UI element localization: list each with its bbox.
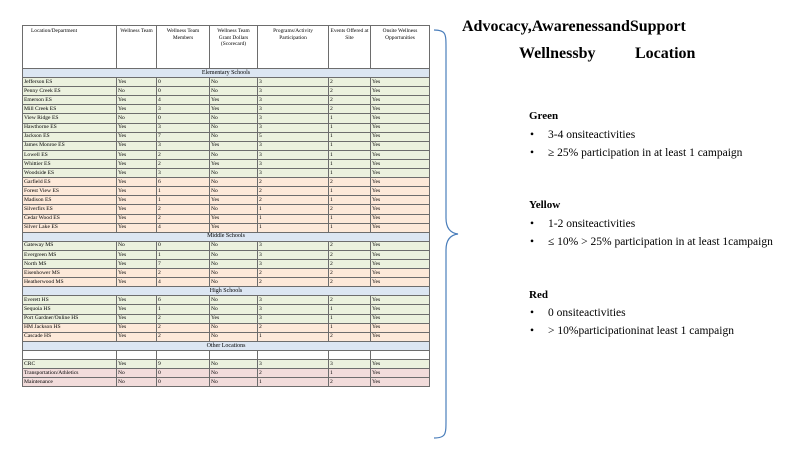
location-cell: Whittier ES xyxy=(23,159,117,168)
table-row xyxy=(23,259,430,268)
table-cell: 0 xyxy=(157,87,210,96)
table-cell: Yes xyxy=(371,269,430,278)
table-cell: 2 xyxy=(258,178,329,187)
table-cell: Yes xyxy=(371,369,430,378)
legend-red-heading: Red xyxy=(529,289,548,301)
table-cell: 1 xyxy=(157,305,210,314)
table-cell: 3 xyxy=(157,169,210,178)
table-cell: Yes xyxy=(117,278,157,287)
table-cell: 2 xyxy=(329,332,371,341)
table-row xyxy=(23,196,430,205)
location-cell: Garfield ES xyxy=(23,178,117,187)
table-cell: 2 xyxy=(329,105,371,114)
section-label: Other Locations xyxy=(23,341,430,350)
table-cell: Yes xyxy=(371,250,430,259)
table-cell: 3 xyxy=(258,250,329,259)
location-cell: HM Jackson HS xyxy=(23,323,117,332)
table-cell: Yes xyxy=(117,169,157,178)
table-row xyxy=(23,78,430,87)
list-item xyxy=(530,126,790,144)
table-cell: No xyxy=(117,378,157,387)
table-cell: No xyxy=(210,169,258,178)
table-cell: 0 xyxy=(157,378,210,387)
table-cell: Yes xyxy=(371,259,430,268)
bullet-icon: • xyxy=(530,325,535,337)
table-row xyxy=(23,132,430,141)
location-cell: Cedar Wood ES xyxy=(23,214,117,223)
table-cell xyxy=(329,350,371,359)
table-cell: 0 xyxy=(157,114,210,123)
table-cell: 1 xyxy=(329,323,371,332)
legend-green-item-1: 3-4 onsiteactivities xyxy=(548,129,636,141)
table-row xyxy=(23,350,430,359)
section-header-row xyxy=(23,69,430,78)
table-cell: Yes xyxy=(210,214,258,223)
table-cell: 1 xyxy=(329,169,371,178)
table-cell: Yes xyxy=(117,78,157,87)
table-cell: No xyxy=(210,78,258,87)
table-cell: 3 xyxy=(258,105,329,114)
table-cell: No xyxy=(210,132,258,141)
table-cell: 1 xyxy=(157,196,210,205)
table-row xyxy=(23,150,430,159)
table-row xyxy=(23,178,430,187)
location-cell: Forest View ES xyxy=(23,187,117,196)
table-cell: 3 xyxy=(258,169,329,178)
table-cell: Yes xyxy=(371,87,430,96)
location-cell: Madison ES xyxy=(23,196,117,205)
table-cell: 2 xyxy=(329,178,371,187)
table-cell: 3 xyxy=(258,159,329,168)
table-cell: 2 xyxy=(329,378,371,387)
table-cell: Yes xyxy=(117,187,157,196)
table-cell: Yes xyxy=(210,223,258,232)
table-cell: Yes xyxy=(371,159,430,168)
table-cell: 1 xyxy=(329,223,371,232)
table-cell: No xyxy=(210,323,258,332)
table-row xyxy=(23,114,430,123)
table-cell: Yes xyxy=(117,296,157,305)
table-cell: 2 xyxy=(329,269,371,278)
table-cell: No xyxy=(210,369,258,378)
location-cell: CRC xyxy=(23,360,117,369)
table-row xyxy=(23,296,430,305)
bullet-icon: • xyxy=(530,218,535,230)
table-cell: Yes xyxy=(117,196,157,205)
location-cell: Hawthorne ES xyxy=(23,123,117,132)
table-cell: 2 xyxy=(329,205,371,214)
table-cell: 1 xyxy=(157,250,210,259)
table-cell: 1 xyxy=(157,187,210,196)
table-cell: 3 xyxy=(258,360,329,369)
table-cell: No xyxy=(210,205,258,214)
table-row xyxy=(23,159,430,168)
table-cell: Yes xyxy=(117,223,157,232)
table-cell: 7 xyxy=(157,259,210,268)
table-cell: 2 xyxy=(258,369,329,378)
table-cell: 3 xyxy=(157,141,210,150)
table-row xyxy=(23,223,430,232)
table-cell: Yes xyxy=(117,178,157,187)
table-cell: 3 xyxy=(258,259,329,268)
slide-title-line1: Advocacy,AwarenessandSupport xyxy=(462,18,686,35)
location-cell: Transportation/Athletics xyxy=(23,369,117,378)
legend-red-item-1: 0 onsiteactivities xyxy=(548,307,626,319)
section-label: Middle Schools xyxy=(23,232,430,241)
table-cell: 1 xyxy=(329,305,371,314)
table-row xyxy=(23,269,430,278)
table-cell: 2 xyxy=(329,78,371,87)
location-cell: Eisenhower MS xyxy=(23,269,117,278)
table-cell: 6 xyxy=(157,296,210,305)
table-row xyxy=(23,241,430,250)
table-cell: Yes xyxy=(117,360,157,369)
table-cell: No xyxy=(210,332,258,341)
table-row xyxy=(23,105,430,114)
table-cell: 3 xyxy=(258,150,329,159)
table-cell: No xyxy=(210,378,258,387)
section-label: High Schools xyxy=(23,287,430,296)
table-cell: 2 xyxy=(157,150,210,159)
table-cell: 1 xyxy=(329,187,371,196)
table-cell: Yes xyxy=(117,96,157,105)
table-cell: Yes xyxy=(371,105,430,114)
table-cell: Yes xyxy=(371,150,430,159)
list-item xyxy=(530,233,790,251)
table-cell: Yes xyxy=(371,178,430,187)
location-cell: Emerson ES xyxy=(23,96,117,105)
table-cell: Yes xyxy=(117,205,157,214)
table-cell: Yes xyxy=(371,241,430,250)
table-row xyxy=(23,87,430,96)
table-cell: No xyxy=(210,178,258,187)
slide-title-line2a: Wellnessby xyxy=(519,45,596,62)
legend-yellow-list xyxy=(530,215,790,251)
table-cell: Yes xyxy=(117,250,157,259)
location-cell: Lowell ES xyxy=(23,150,117,159)
bullet-icon: • xyxy=(530,147,535,159)
table-cell: Yes xyxy=(210,105,258,114)
table-cell: Yes xyxy=(371,205,430,214)
table-cell: 3 xyxy=(258,123,329,132)
table-cell: Yes xyxy=(371,332,430,341)
table-cell: Yes xyxy=(371,132,430,141)
location-cell xyxy=(23,350,117,359)
table-cell: No xyxy=(117,114,157,123)
table-cell: Yes xyxy=(117,159,157,168)
table-row xyxy=(23,187,430,196)
table-cell: No xyxy=(210,87,258,96)
table-cell: Yes xyxy=(117,132,157,141)
table-cell: 3 xyxy=(329,360,371,369)
table-cell: Yes xyxy=(371,169,430,178)
table-cell: No xyxy=(210,187,258,196)
section-header-row xyxy=(23,341,430,350)
table-cell: Yes xyxy=(117,123,157,132)
wellness-table-container xyxy=(22,25,429,387)
table-cell: Yes xyxy=(117,323,157,332)
table-cell: 3 xyxy=(258,96,329,105)
table-cell: 1 xyxy=(329,369,371,378)
table-cell: 2 xyxy=(329,250,371,259)
legend-red-item-2: > 10%participationinat least 1 campaign xyxy=(548,325,734,337)
table-row xyxy=(23,323,430,332)
table-cell: Yes xyxy=(371,141,430,150)
table-cell: 0 xyxy=(157,78,210,87)
table-body xyxy=(23,69,430,387)
table-cell: Yes xyxy=(210,141,258,150)
table-cell: 2 xyxy=(329,278,371,287)
legend-green-item-2: ≥ 25% participation in at least 1 campaign xyxy=(548,147,743,159)
table-cell: 2 xyxy=(258,278,329,287)
table-cell: Yes xyxy=(117,314,157,323)
table-row xyxy=(23,141,430,150)
table-cell: 3 xyxy=(157,123,210,132)
table-cell: Yes xyxy=(371,378,430,387)
table-cell: 1 xyxy=(258,332,329,341)
table-row xyxy=(23,278,430,287)
table-row xyxy=(23,369,430,378)
location-cell: Everett HS xyxy=(23,296,117,305)
table-cell: 5 xyxy=(258,132,329,141)
header-team-members: Wellness Team Members xyxy=(157,26,210,69)
table-cell: No xyxy=(210,269,258,278)
legend-yellow-heading: Yellow xyxy=(529,199,561,211)
table-cell: 2 xyxy=(258,187,329,196)
table-cell: 1 xyxy=(258,378,329,387)
table-cell xyxy=(371,350,430,359)
table-cell: 1 xyxy=(329,196,371,205)
table-cell: No xyxy=(210,278,258,287)
table-cell: No xyxy=(117,87,157,96)
legend-yellow-item-2: ≤ 10% > 25% participation in at least 1campaign xyxy=(548,236,773,248)
location-cell: Cascade HS xyxy=(23,332,117,341)
table-cell: No xyxy=(117,241,157,250)
location-cell: Sequoia HS xyxy=(23,305,117,314)
table-cell: Yes xyxy=(210,196,258,205)
table-cell: 1 xyxy=(329,123,371,132)
table-cell: 2 xyxy=(329,296,371,305)
table-cell: 4 xyxy=(157,223,210,232)
bullet-icon: • xyxy=(530,307,535,319)
table-cell xyxy=(157,350,210,359)
location-cell: Jefferson ES xyxy=(23,78,117,87)
table-cell: Yes xyxy=(371,223,430,232)
table-cell: Yes xyxy=(371,278,430,287)
table-cell: Yes xyxy=(371,96,430,105)
table-cell: Yes xyxy=(371,187,430,196)
table-row xyxy=(23,305,430,314)
table-cell: Yes xyxy=(371,214,430,223)
header-location: Location/Department xyxy=(23,26,117,69)
table-row xyxy=(23,250,430,259)
table-cell: Yes xyxy=(117,259,157,268)
table-cell: No xyxy=(210,114,258,123)
table-cell: Yes xyxy=(371,360,430,369)
table-cell: Yes xyxy=(371,296,430,305)
table-cell: 2 xyxy=(258,323,329,332)
table-cell: Yes xyxy=(117,269,157,278)
location-cell: Silver Lake ES xyxy=(23,223,117,232)
table-cell: 3 xyxy=(258,305,329,314)
table-row xyxy=(23,123,430,132)
location-cell: Gateway MS xyxy=(23,241,117,250)
table-cell xyxy=(117,350,157,359)
location-cell: Mill Creek ES xyxy=(23,105,117,114)
location-cell: Woodside ES xyxy=(23,169,117,178)
table-cell: 3 xyxy=(258,87,329,96)
table-row xyxy=(23,378,430,387)
table-cell: 2 xyxy=(157,214,210,223)
wellness-table xyxy=(22,25,430,387)
table-cell xyxy=(210,350,258,359)
table-row xyxy=(23,314,430,323)
table-cell: 3 xyxy=(258,241,329,250)
table-cell: 4 xyxy=(157,96,210,105)
location-cell: Heatherwood MS xyxy=(23,278,117,287)
table-cell: 1 xyxy=(258,214,329,223)
table-cell: 3 xyxy=(258,78,329,87)
table-cell: No xyxy=(210,150,258,159)
table-cell: 1 xyxy=(329,214,371,223)
table-cell: 1 xyxy=(329,114,371,123)
table-cell: 0 xyxy=(157,241,210,250)
table-cell: 7 xyxy=(157,132,210,141)
slide-title-line2b: Location xyxy=(635,45,696,62)
table-cell: Yes xyxy=(117,332,157,341)
table-cell: Yes xyxy=(117,141,157,150)
table-row xyxy=(23,360,430,369)
table-cell: 2 xyxy=(157,159,210,168)
table-cell: 2 xyxy=(329,96,371,105)
table-cell: 4 xyxy=(157,278,210,287)
header-participation: Programs/Activity Participation xyxy=(258,26,329,69)
table-cell: 0 xyxy=(157,369,210,378)
table-cell: No xyxy=(210,123,258,132)
table-cell: Yes xyxy=(371,114,430,123)
table-cell: 1 xyxy=(329,132,371,141)
list-item xyxy=(530,144,790,162)
table-cell: 9 xyxy=(157,360,210,369)
table-cell: No xyxy=(210,259,258,268)
table-cell: 1 xyxy=(329,159,371,168)
table-cell: No xyxy=(210,296,258,305)
location-cell: Silverfirs ES xyxy=(23,205,117,214)
table-row xyxy=(23,332,430,341)
table-row xyxy=(23,205,430,214)
header-onsite: Onsite Wellness Opportunities xyxy=(371,26,430,69)
table-header-row xyxy=(23,26,430,69)
table-cell: 2 xyxy=(157,205,210,214)
location-cell: North MS xyxy=(23,259,117,268)
legend-green-list xyxy=(530,126,790,162)
location-cell: James Monroe ES xyxy=(23,141,117,150)
table-cell: No xyxy=(210,241,258,250)
table-cell: Yes xyxy=(117,150,157,159)
location-cell: View Ridge ES xyxy=(23,114,117,123)
header-wellness-team: Wellness Team xyxy=(117,26,157,69)
table-cell: 2 xyxy=(157,314,210,323)
location-cell: Evergreen MS xyxy=(23,250,117,259)
table-cell: 2 xyxy=(157,269,210,278)
location-cell: Jackson ES xyxy=(23,132,117,141)
header-events: Events Offered at Site xyxy=(329,26,371,69)
location-cell: Maintenance xyxy=(23,378,117,387)
header-grant-dollars: Wellness Team Grant Dollars (Scorecard) xyxy=(210,26,258,69)
table-cell: No xyxy=(210,305,258,314)
section-label: Elementary Schools xyxy=(23,69,430,78)
section-header-row xyxy=(23,287,430,296)
table-cell: Yes xyxy=(210,96,258,105)
table-cell: Yes xyxy=(117,305,157,314)
table-row xyxy=(23,214,430,223)
table-cell: 3 xyxy=(157,105,210,114)
table-cell: 1 xyxy=(329,314,371,323)
bullet-icon: • xyxy=(530,129,535,141)
table-cell: Yes xyxy=(371,305,430,314)
brace-icon xyxy=(432,28,460,440)
table-cell: 1 xyxy=(329,141,371,150)
list-item xyxy=(530,304,790,322)
table-cell xyxy=(258,350,329,359)
table-cell: Yes xyxy=(371,196,430,205)
table-cell: Yes xyxy=(210,314,258,323)
table-cell: Yes xyxy=(371,314,430,323)
table-cell: Yes xyxy=(371,123,430,132)
table-cell: 3 xyxy=(258,296,329,305)
table-row xyxy=(23,96,430,105)
table-cell: 1 xyxy=(329,150,371,159)
table-cell: 2 xyxy=(157,323,210,332)
table-cell: Yes xyxy=(371,78,430,87)
table-cell: 2 xyxy=(329,259,371,268)
table-row xyxy=(23,169,430,178)
table-cell: 2 xyxy=(329,241,371,250)
table-cell: 2 xyxy=(258,196,329,205)
legend-red-list xyxy=(530,304,790,340)
table-cell: 3 xyxy=(258,141,329,150)
bullet-icon: • xyxy=(530,236,535,248)
table-cell: 6 xyxy=(157,178,210,187)
section-header-row xyxy=(23,232,430,241)
table-cell: Yes xyxy=(117,105,157,114)
list-item xyxy=(530,322,790,340)
legend-green-heading: Green xyxy=(529,110,559,122)
table-cell: No xyxy=(210,360,258,369)
table-cell: Yes xyxy=(210,159,258,168)
table-cell: Yes xyxy=(117,214,157,223)
table-cell: 2 xyxy=(329,87,371,96)
table-cell: No xyxy=(210,250,258,259)
location-cell: Penny Creek ES xyxy=(23,87,117,96)
table-cell: 2 xyxy=(258,269,329,278)
table-cell: 3 xyxy=(258,314,329,323)
table-cell: 1 xyxy=(258,205,329,214)
table-cell: 1 xyxy=(258,223,329,232)
table-cell: 3 xyxy=(258,114,329,123)
table-cell: Yes xyxy=(371,323,430,332)
legend-yellow-item-1: 1-2 onsiteactivities xyxy=(548,218,636,230)
table-cell: 2 xyxy=(157,332,210,341)
table-cell: No xyxy=(117,369,157,378)
list-item xyxy=(530,215,790,233)
location-cell: Port Gardner/Online HS xyxy=(23,314,117,323)
